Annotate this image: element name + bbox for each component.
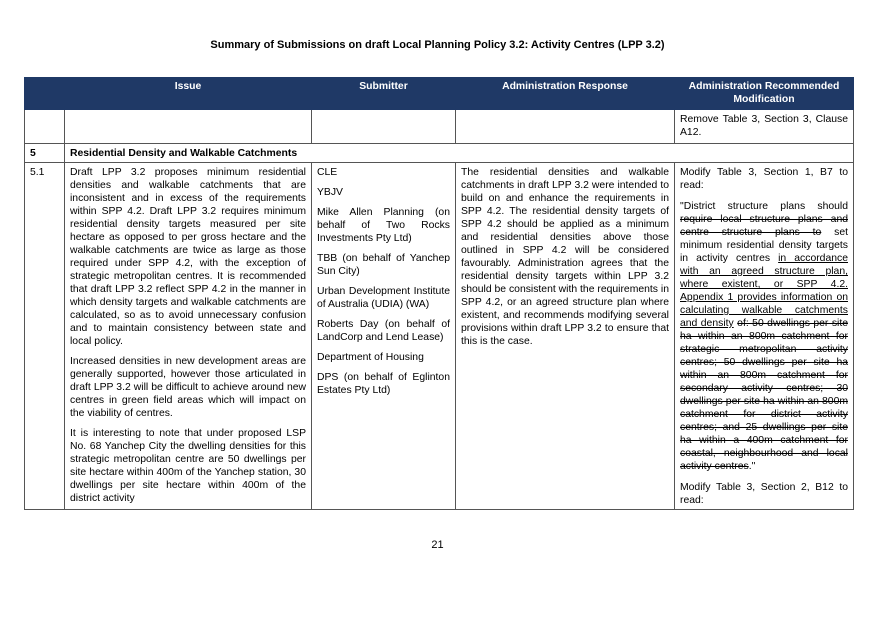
header-response: Administration Response xyxy=(456,78,675,110)
document-title: Summary of Submissions on draft Local Planning Policy 3.2: Activity Centres (LPP 3.2) xyxy=(210,39,665,51)
submitter-item: TBB (on behalf of Yanchep Sun City) xyxy=(317,253,450,277)
section-number: 5 xyxy=(25,144,65,163)
issue-paragraph: Draft LPP 3.2 proposes minimum residential densities and walkable catchments that are inconsistent and in excess of the requirements within SPP 4.2. Draft LPP 3.2 requires minimum residential density targets measured per site hectare as opposed to per gross hectare and the walkable catchments are twice as large as those required under SPP 4.2, with the exception of strategic metropolitan centres. It is recommended that draft LPP 3.2 reflect SPP 4.2 in the manner in which density targets and walkable catchments are calculated, so as to avoid unnecessary confusion and to maintain consistency between state and local policy. xyxy=(70,167,306,347)
retained-text: set minimum residential density targets in activity centres xyxy=(680,227,849,264)
submitter-item: DPS (on behalf of Eglinton Estates Pty Ltd) xyxy=(317,372,450,396)
response-cell xyxy=(456,163,675,510)
page-number: 21 xyxy=(431,539,444,551)
quote-open: "District structure plans should xyxy=(680,201,848,212)
issue-cell xyxy=(65,163,312,510)
submitter-item: Urban Development Institute of Australia (UDIA) (WA) xyxy=(317,286,450,310)
submitter-cell xyxy=(312,163,456,510)
header-issue: Issue xyxy=(65,78,312,110)
quote-close: ." xyxy=(748,461,756,472)
table-row xyxy=(25,163,854,510)
submissions-table xyxy=(24,77,854,510)
section-title: Residential Density and Walkable Catchments xyxy=(65,144,854,163)
continuation-row xyxy=(25,110,854,144)
item-number: 5.1 xyxy=(25,163,65,510)
table-header-row xyxy=(25,78,854,110)
issue-paragraph: Increased densities in new development areas are generally supported, however those articulated in draft LPP 3.2 will be difficult to achieve around new centres in green field areas which will impact on the viability of centres. xyxy=(70,356,306,419)
header-modification: Administration Recommended Modification xyxy=(675,78,854,110)
inserted-text: in accordance with an agreed structure plan, where existent, or SPP 4.2. Appendix 1 provides information on calculating walkable catchments and density xyxy=(680,253,848,329)
modification-outro: Modify Table 3, Section 2, B12 to read: xyxy=(680,482,848,506)
modification-intro: Modify Table 3, Section 1, B7 to read: xyxy=(680,167,848,191)
header-submitter: Submitter xyxy=(312,78,456,110)
modification-cell xyxy=(675,163,854,510)
deleted-text: require local structure plans and centre structure plans to xyxy=(680,214,848,238)
submitter-item: CLE xyxy=(317,167,338,178)
submitter-item: Mike Allen Planning (on behalf of Two Rocks Investments Pty Ltd) xyxy=(317,207,450,244)
deleted-text: of: 50 dwellings per site ha within an 800m catchment for strategic metropolitan activity centres; 50 dwellings per site ha within an 800m catchment for secondary activity centres; 30 dwellings per site ha within an 800m catchment for district activity centres; and 25 dwellings per site ha within a 400m catchment for coastal, neighbourhood and local activity centres xyxy=(680,318,848,472)
submitter-item: Department of Housing xyxy=(317,352,424,363)
modification-clause xyxy=(680,200,848,473)
submitter-item: Roberts Day (on behalf of LandCorp and Lend Lease) xyxy=(317,319,450,343)
continuation-modification: Remove Table 3, Section 3, Clause A12. xyxy=(675,110,854,144)
header-number xyxy=(25,78,65,110)
section-row xyxy=(25,144,854,163)
issue-paragraph: It is interesting to note that under proposed LSP No. 68 Yanchep City the dwelling densities for this strategic metropolitan centre are 50 dwellings per site hectare within 400m of the Yanchep station, 30 dwellings per site hectare within 400m of the district activity xyxy=(70,428,306,504)
response-text: The residential densities and walkable catchments in draft LPP 3.2 were intended to build on and enhance the requirements in SPP 4.2. The residential density targets of SPP 4.2 should be applied as a minimum and residential densities above those outlined in SPP 4.2 will be considered favourably. Administration agrees that the residential density targets within LPP 3.2 should be consistent with the requirements in SPP 4.2, or an agreed structure plan where existent, and recommends modifying several provisions within draft LPP 3.2 to ensure that this is the case. xyxy=(461,167,669,347)
submitter-item: YBJV xyxy=(317,187,343,198)
